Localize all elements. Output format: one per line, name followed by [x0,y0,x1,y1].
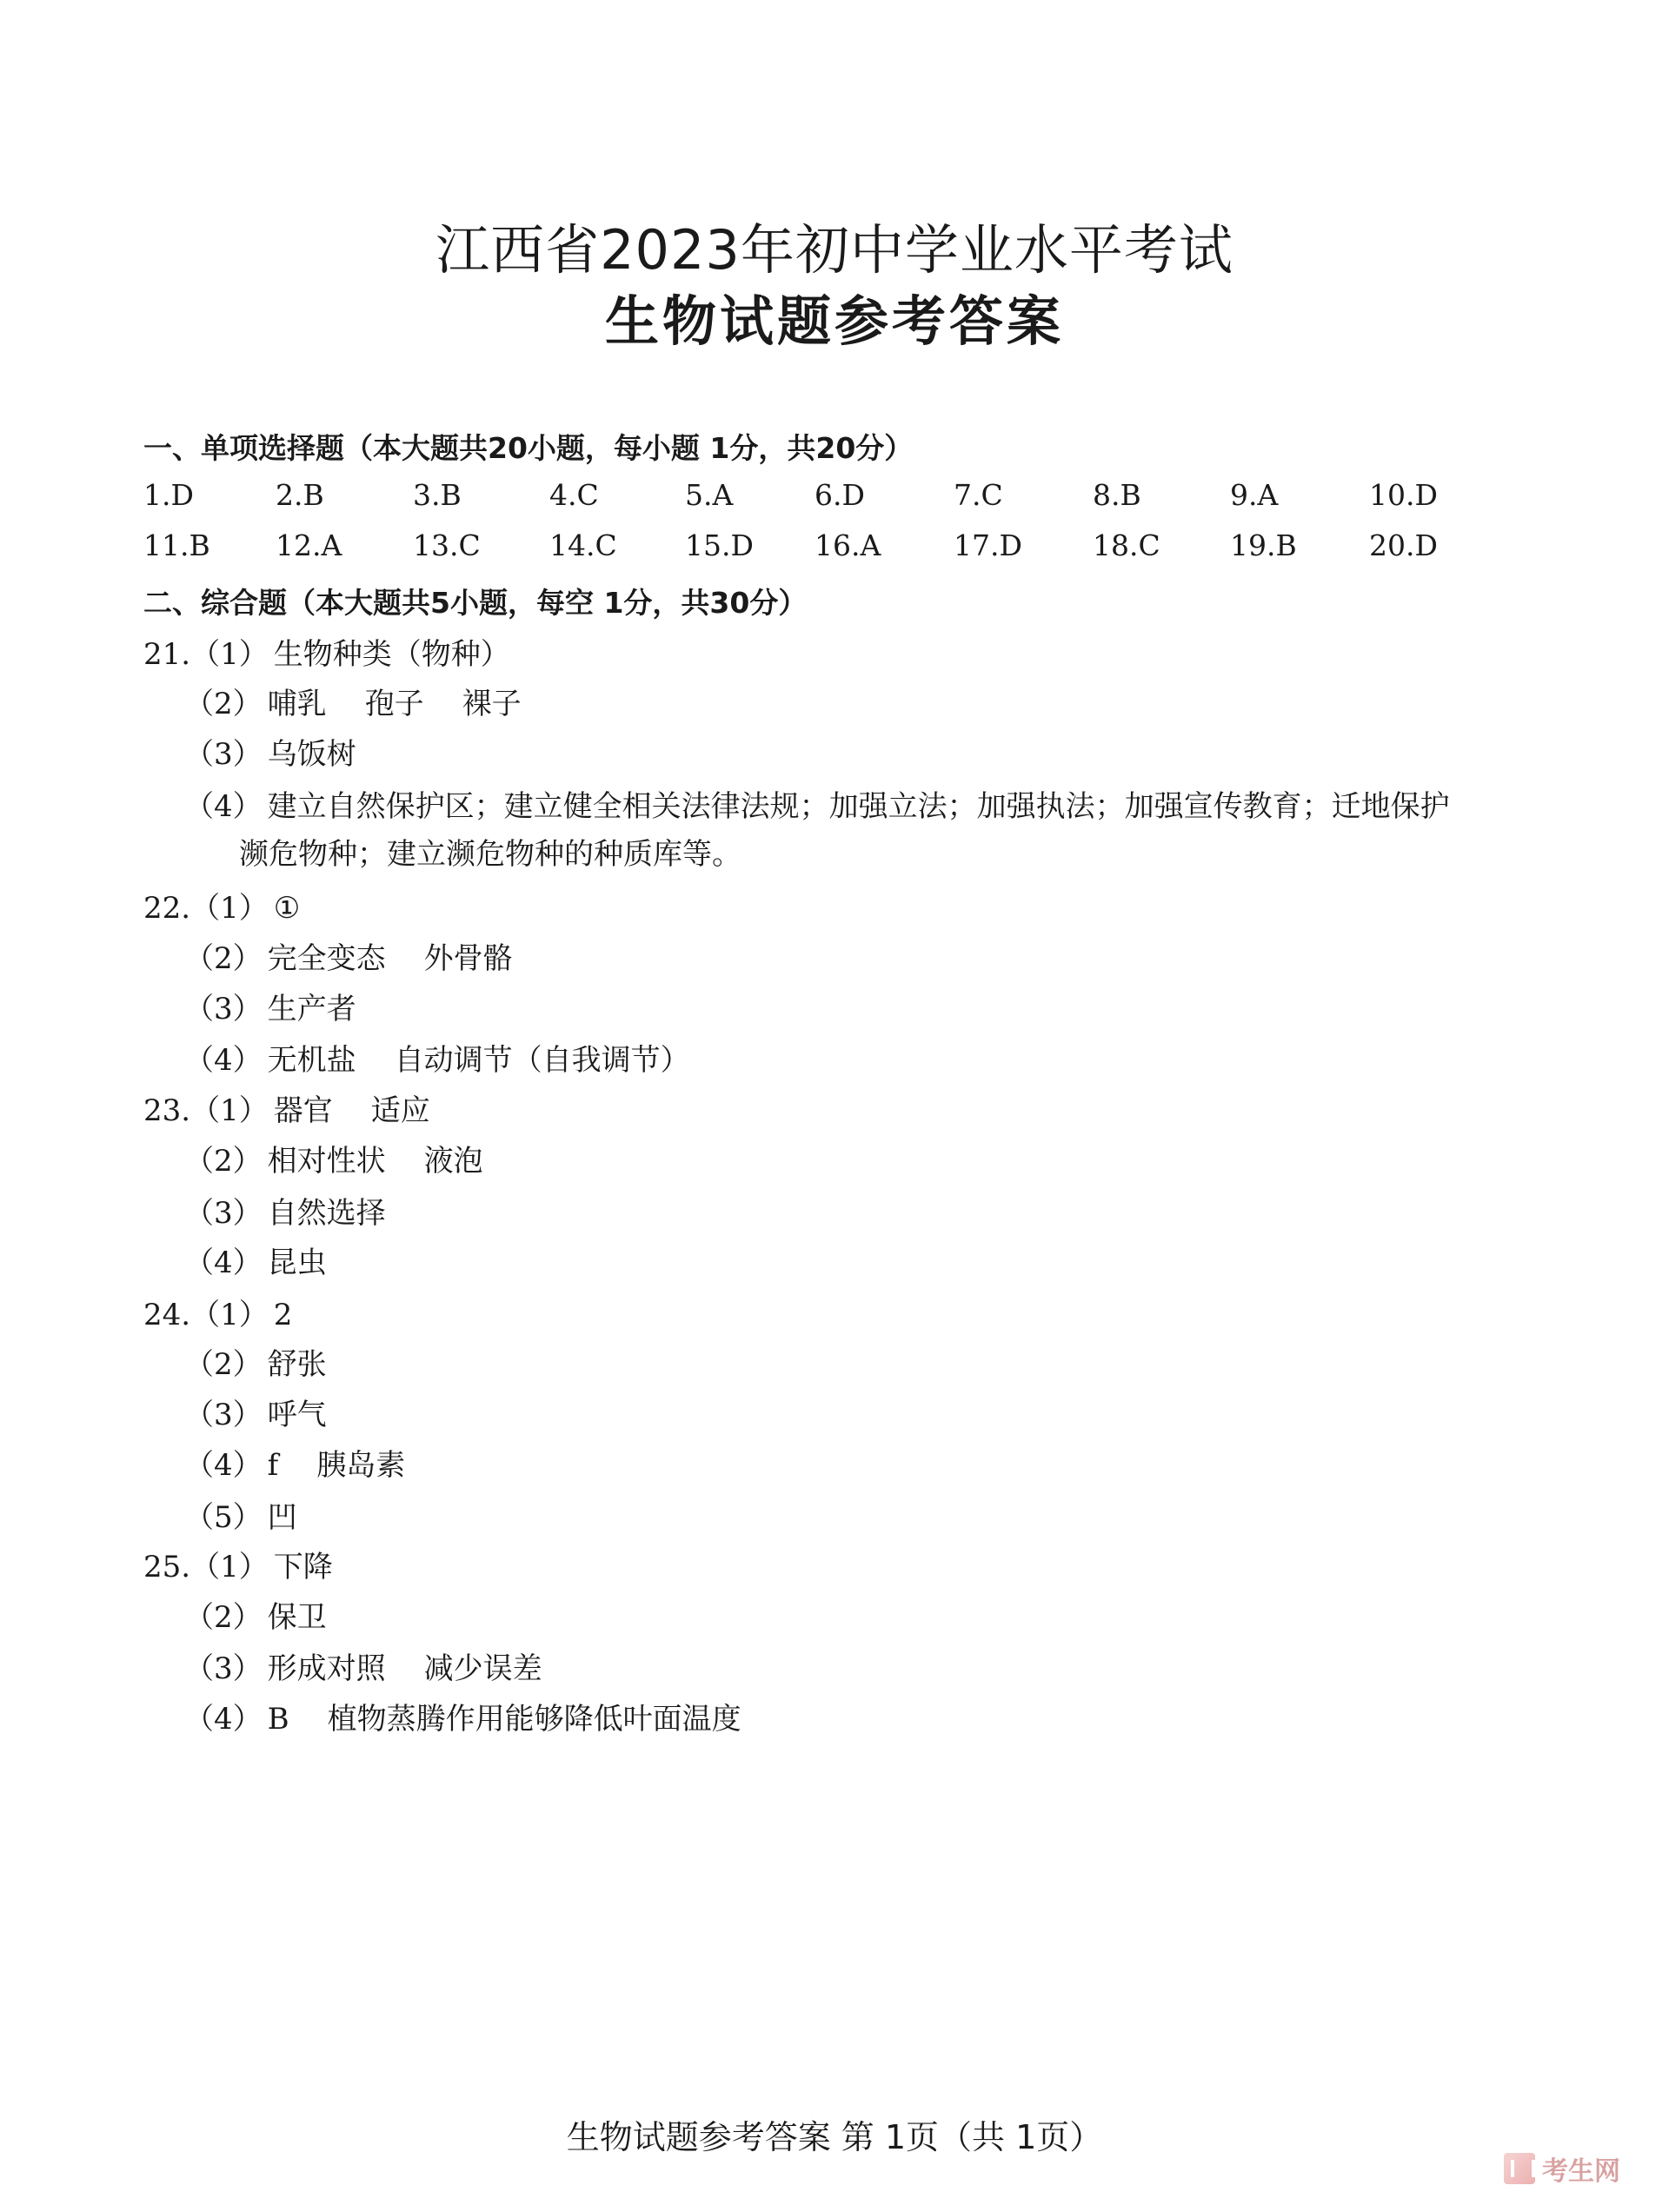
question-label: （4） [184,1702,263,1737]
answer-text: 哺乳 [267,687,327,721]
mc-answer: 10.D [1369,478,1438,512]
question-label: 25.（1） [143,1550,269,1584]
mc-answer: 12.A [276,528,342,562]
page-subtitle: 生物试题参考答案 [604,289,1064,353]
mc-answer: 8.B [1093,478,1141,512]
answer-text: 自然选择 [267,1196,386,1231]
answer-text: 生产者 [267,992,356,1026]
mc-answer: 11.B [143,528,210,562]
page-footer: 生物试题参考答案 第 1页（共 1页） [566,2118,1103,2156]
mc-answer: 19.B [1230,528,1297,562]
mc-answer: 5.A [685,478,734,512]
answer-text: 下降 [273,1550,333,1584]
question-label: （2） [184,941,263,976]
mc-answer: 6.D [815,478,865,512]
answer-text: 呼气 [267,1398,327,1432]
mc-answer: 17.D [954,528,1022,562]
question-label: （2） [184,1600,263,1635]
answer-line [143,1543,333,1585]
mc-answer: 1.D [143,478,194,512]
answer-text: 裸子 [462,687,522,721]
mc-answer: 15.D [685,528,754,562]
answer-line [184,1137,483,1179]
answer-line [184,1189,386,1232]
question-label: （3） [184,992,263,1026]
question-label: （2） [184,1144,263,1179]
answer-text: 植物蒸腾作用能够降低叶面温度 [327,1702,741,1737]
question-label: 22.（1） [143,891,269,926]
answer-text: 乌饭树 [267,737,356,772]
answer-text: 建立自然保护区；建立健全相关法律法规；加强立法；加强执法；加强宣传教育；迁地保护 [267,789,1450,824]
answer-text: 自动调节（自我调节） [394,1043,690,1078]
question-label: （3） [184,1651,263,1686]
mc-answer: 13.C [413,528,481,562]
question-label: （3） [184,1196,263,1231]
answer-line [184,1593,327,1636]
answer-line [184,730,356,773]
answer-text: 凹 [267,1500,297,1535]
question-label: 21.（1） [143,637,269,672]
answer-text: 适应 [370,1093,430,1128]
answer-line [184,1340,327,1383]
answer-line [143,1291,292,1333]
answer-line [143,630,510,673]
answer-text: 减少误差 [423,1651,542,1686]
logo-mark-icon [1504,2153,1535,2184]
question-label: （4） [184,1043,263,1078]
answer-text: 完全变态 [267,941,386,976]
answer-line [184,782,1450,825]
answer-line [239,830,741,873]
question-label: （4） [184,1245,263,1280]
answer-text: f [267,1448,279,1483]
mc-answer: 3.B [413,478,462,512]
question-label: （2） [184,687,263,721]
question-label: （2） [184,1347,263,1382]
answer-line [184,1239,327,1281]
answer-line [184,1493,297,1536]
answer-text: 液泡 [423,1144,483,1179]
answer-text: 2 [273,1298,293,1332]
answer-text: 器官 [273,1093,333,1128]
answer-text: 生物种类（物种） [273,637,510,672]
question-label: 24.（1） [143,1298,269,1332]
question-label: （3） [184,737,263,772]
watermark-text: 考生网 [1542,2156,1620,2187]
mc-answer: 9.A [1230,478,1279,512]
answer-text: 保卫 [267,1600,327,1635]
answer-text: 形成对照 [267,1651,386,1686]
answer-line [184,1695,741,1737]
answer-line [184,1391,327,1433]
page-title: 江西省2023年初中学业水平考试 [436,218,1233,282]
answer-text: ① [273,891,301,926]
answer-text: 外骨骼 [423,941,513,976]
answer-text: 昆虫 [267,1245,327,1280]
question-label: （5） [184,1500,263,1535]
mc-answer: 18.C [1093,528,1160,562]
mc-answer: 20.D [1369,528,1438,562]
answer-line [143,884,300,927]
section-heading-comprehensive: 二、综合题（本大题共5小题，每空 1分，共30分） [143,586,808,620]
mc-answer: 16.A [815,528,881,562]
answer-text: 相对性状 [267,1144,386,1179]
answer-text: 舒张 [267,1347,327,1382]
mc-answer: 14.C [549,528,617,562]
answer-text: 胰岛素 [316,1448,406,1483]
answer-line [184,1644,542,1687]
question-label: 23.（1） [143,1093,269,1128]
question-label: （4） [184,1448,263,1483]
answer-line [184,985,356,1027]
answer-line [184,934,513,977]
answer-text: 濒危物种；建立濒危物种的种质库等。 [239,837,741,872]
answer-line [184,1036,690,1079]
answer-line [184,680,522,722]
answer-line [143,1086,430,1129]
answer-text: B [267,1702,289,1737]
answer-text: 无机盐 [267,1043,356,1078]
mc-answer: 2.B [276,478,324,512]
section-heading-multiple-choice: 一、单项选择题（本大题共20小题，每小题 1分，共20分） [143,431,914,465]
answer-text: 孢子 [364,687,424,721]
question-label: （4） [184,789,263,824]
answer-line [184,1441,405,1484]
question-label: （3） [184,1398,263,1432]
mc-answer: 4.C [549,478,599,512]
mc-answer: 7.C [954,478,1003,512]
watermark-logo [1504,2150,1620,2187]
